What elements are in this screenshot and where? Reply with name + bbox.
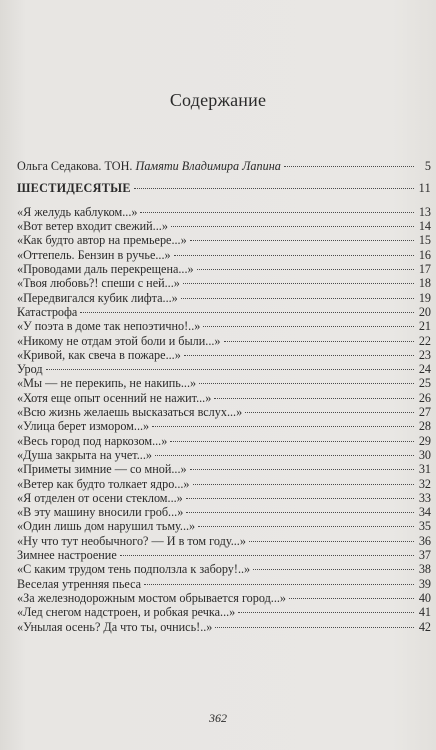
toc-page-number: 40 — [418, 590, 431, 605]
toc-entry-title: «В эту машину вносили гроб...» — [17, 505, 184, 520]
toc-entry-title: «Как будто автор на премьере...» — [17, 233, 187, 248]
toc-page-number: 37 — [418, 548, 431, 563]
dot-leader — [152, 416, 414, 430]
toc-entry-title: Зимнее настроение — [17, 548, 117, 563]
toc-entry-title: Урод — [17, 362, 43, 377]
toc-page-number: 35 — [418, 519, 431, 534]
toc-entry-title: «Один лишь дом нарушил тьму...» — [17, 519, 196, 534]
toc-page-number: 39 — [418, 576, 431, 591]
toc-entry-title: «У поэта в доме так непоэтично!..» — [17, 319, 201, 334]
toc-page-number: 25 — [418, 376, 431, 391]
toc-page-number: 20 — [418, 304, 431, 319]
toc-entry — [17, 373, 431, 391]
toc-page-number: 29 — [418, 433, 431, 448]
toc-page-number: 19 — [418, 290, 431, 305]
dot-leader — [198, 516, 414, 530]
dot-leader — [253, 559, 414, 573]
toc-page-number: 18 — [418, 276, 431, 291]
toc-entry-title: «Я желудь каблуком...» — [17, 204, 138, 219]
toc-entry-title: Веселая утренняя пьеса — [17, 576, 142, 591]
toc-page-number: 30 — [418, 447, 431, 462]
toc-entry-title: «Вот ветер входит свежий...» — [17, 219, 168, 234]
dot-leader — [193, 473, 414, 487]
toc-section-label: ШЕСТИДЕСЯТЫЕ — [17, 180, 131, 195]
page-title: Содержание — [169, 90, 267, 110]
toc-lead-subtitle: Памяти Владимира Лапина — [135, 159, 281, 174]
toc-entry-title: «С каким трудом тень подползла к забору!..» — [17, 562, 251, 577]
toc-entry-title: «За железнодорожным мостом обрывается город...» — [17, 590, 287, 605]
toc-page-number: 32 — [418, 476, 431, 491]
toc-lead-entry — [17, 156, 431, 174]
dot-leader — [197, 259, 414, 273]
toc-page-number: 11 — [418, 180, 431, 195]
toc-page-number: 33 — [418, 490, 431, 505]
dot-leader — [203, 316, 414, 330]
toc-entry-title: «Весь город под наркозом...» — [17, 433, 168, 448]
dot-leader — [140, 202, 414, 216]
dot-leader — [245, 402, 414, 416]
dot-leader — [199, 373, 414, 387]
toc-page-number: 13 — [418, 204, 431, 219]
toc-page-number: 22 — [418, 333, 431, 348]
dot-leader — [144, 573, 414, 587]
toc-entry-title: «Твоя любовь?! спеши с ней...» — [17, 276, 180, 291]
toc-entry-title: «Кривой, как свеча в пожаре...» — [17, 347, 181, 362]
dot-leader — [80, 302, 414, 316]
dot-leader — [284, 156, 414, 170]
toc-entry-title: «Проводами даль перекрещена...» — [17, 262, 194, 277]
toc-entry-title: «Я отделен от осени стеклом...» — [17, 490, 183, 505]
toc-page-number: 17 — [418, 262, 431, 277]
toc-page-number: 31 — [418, 462, 431, 477]
dot-leader — [190, 230, 414, 244]
toc-page-number: 34 — [418, 505, 431, 520]
dot-leader — [215, 616, 414, 630]
toc-page-number: 5 — [424, 159, 431, 174]
toc-page-number: 24 — [418, 362, 431, 377]
dot-leader — [155, 445, 414, 459]
toc-entry-title: «Ветер как будто толкает ядро...» — [17, 476, 190, 491]
dot-leader — [120, 545, 414, 559]
toc-page-number: 14 — [418, 219, 431, 234]
toc-entry-title: «Унылая осень? Да что ты, очнись!..» — [17, 619, 213, 634]
toc-lead-label — [17, 159, 284, 173]
toc-page-number: 28 — [418, 419, 431, 434]
dot-leader — [289, 588, 414, 602]
dot-leader — [186, 488, 414, 502]
toc-entry-title: «Душа закрыта на учет...» — [17, 447, 152, 462]
dot-leader — [190, 459, 414, 473]
toc-entry-title: «Лед снегом надстроен, и робкая речка...» — [17, 605, 236, 620]
toc-page-number: 36 — [418, 533, 431, 548]
dot-leader — [174, 244, 414, 258]
toc-entry-title: «Всю жизнь желаешь высказаться вслух...» — [17, 405, 243, 420]
dot-leader — [224, 330, 414, 344]
toc-page-number: 26 — [418, 390, 431, 405]
dot-leader — [184, 345, 414, 359]
toc-page-number: 16 — [418, 247, 431, 262]
toc-entry-title: «Оттепель. Бензин в ручье...» — [17, 247, 171, 262]
page-folio: 362 — [209, 711, 227, 725]
toc-entry-title: «Улица берет измором...» — [17, 419, 150, 434]
toc-entry-title: «Мы — не перекипь, не накипь...» — [17, 376, 197, 391]
toc-page-number: 41 — [418, 605, 431, 620]
table-of-contents — [17, 156, 431, 634]
toc-lead-author: Ольга Седакова. ТОН. — [17, 159, 133, 174]
dot-leader — [170, 430, 414, 444]
toc-entry-list — [17, 202, 431, 634]
dot-leader — [186, 502, 414, 516]
toc-page-number: 38 — [418, 562, 431, 577]
toc-entry-title: Катастрофа — [17, 304, 78, 319]
dot-leader — [183, 273, 414, 287]
dot-leader — [214, 387, 414, 401]
toc-entry-title: «Приметы зимние — со мной...» — [17, 462, 187, 477]
dot-leader — [46, 359, 414, 373]
toc-page-number: 27 — [418, 405, 431, 420]
dot-leader — [134, 177, 414, 191]
toc-page-number: 42 — [418, 619, 431, 634]
dot-leader — [171, 216, 414, 230]
toc-entry-title: «Никому не отдам этой боли и были...» — [17, 333, 221, 348]
toc-entry-title: «Хотя еще опыт осенний не нажит...» — [17, 390, 212, 405]
toc-page-number: 23 — [418, 347, 431, 362]
dot-leader — [181, 287, 414, 301]
dot-leader — [238, 602, 414, 616]
toc-entry-title: «Передвигался кубик лифта...» — [17, 290, 178, 305]
toc-entry — [17, 202, 431, 219]
toc-page-number: 15 — [418, 233, 431, 248]
toc-entry — [17, 359, 431, 377]
toc-entry-title: «Ну что тут необычного? — И в том году...» — [17, 533, 246, 548]
toc-page-number: 21 — [418, 319, 431, 334]
toc-section-entry — [17, 177, 431, 195]
dot-leader — [249, 530, 414, 544]
